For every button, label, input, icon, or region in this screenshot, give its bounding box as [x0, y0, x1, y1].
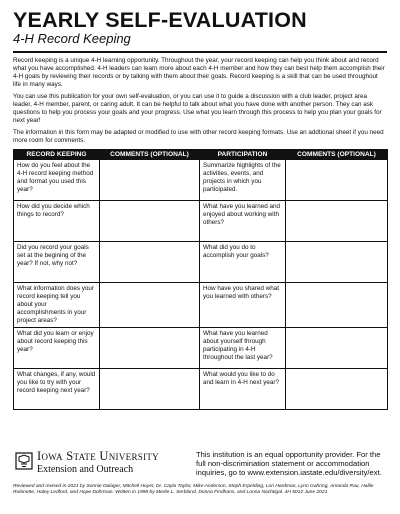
- table-row: [14, 160, 388, 201]
- header-comments-2: COMMENTS (OPTIONAL): [286, 150, 388, 160]
- record-question: What information does your record keeping tell you about your accomplishments in your project areas?: [14, 283, 100, 328]
- intro-paragraph-3: The information in this form may be adapted or modified to use with other record keeping formats. Use an addtional sheet if you need more room for comments.: [13, 129, 384, 145]
- participation-question: How have you shared what you learned with others?: [200, 283, 286, 328]
- record-comment-field[interactable]: [100, 201, 200, 242]
- table-row: [14, 242, 388, 283]
- statement-text: This institution is an equal opportunity provider. For the full non-discrimination statement or accommodation inquiries, go to: [196, 450, 381, 477]
- page-subtitle: 4-H Record Keeping: [13, 31, 131, 46]
- participation-question: Summarize highlights of the activities, events, and projects in which you participated.: [200, 160, 286, 201]
- header-participation: PARTICIPATION: [200, 150, 286, 160]
- record-question: How did you decide which things to record?: [14, 201, 100, 242]
- participation-question: What have you learned about yourself through participating in 4-H throughout the last year?: [200, 328, 286, 369]
- participation-comment-field[interactable]: [286, 283, 388, 328]
- table-row: [14, 328, 388, 369]
- participation-comment-field[interactable]: [286, 328, 388, 369]
- table-row: [14, 201, 388, 242]
- record-question: What did you learn or enjoy about record keeping this year?: [14, 328, 100, 369]
- diversity-link[interactable]: www.extension.iastate.edu/diversity/ext: [247, 468, 380, 477]
- table-row: [14, 283, 388, 328]
- participation-question: What did you do to accomplish your goals?: [200, 242, 286, 283]
- participation-comment-field[interactable]: [286, 201, 388, 242]
- record-comment-field[interactable]: [100, 369, 200, 410]
- participation-question: What would you like to do and learn in 4-H next year?: [200, 369, 286, 410]
- isu-logo-icon: [15, 451, 33, 471]
- title-divider: [13, 51, 387, 53]
- extension-name: Extension and Outreach: [37, 464, 134, 475]
- footer: [13, 449, 387, 479]
- equal-opportunity-statement: [196, 450, 388, 477]
- participation-comment-field[interactable]: [286, 242, 388, 283]
- participation-comment-field[interactable]: [286, 369, 388, 410]
- record-question: Did you record your goals set at the begining of the year? If not, why not?: [14, 242, 100, 283]
- participation-question: What have you learned and enjoyed about working with others?: [200, 201, 286, 242]
- intro-paragraph-2: You can use this publication for your own self-evaluation, or you can use it to guide a discussion with a club leader, project area leader, 4-H member, parent, or caring adult. It can be helpful to talk about what you have done with another person. They can ask questions to help you process your goals and your progress. Use what you learn through this process to help you plan your goals for next year!: [13, 92, 382, 125]
- university-name: Iowa State University: [37, 449, 159, 463]
- statement-end: .: [379, 468, 382, 477]
- record-comment-field[interactable]: [100, 160, 200, 201]
- record-comment-field[interactable]: [100, 242, 200, 283]
- table-header-row: [14, 150, 388, 160]
- record-comment-field[interactable]: [100, 283, 200, 328]
- table-row: [14, 369, 388, 410]
- record-question: What changes, if any, would you like to try with your record keeping next year?: [14, 369, 100, 410]
- evaluation-table: [13, 149, 388, 410]
- intro-paragraph-1: Record keeping is a unique 4-H learning opportunity. Throughout the year, your record keeping can help you think about and record what you have accomplished. 4-H leaders can learn more about each 4-H member and how they can best help them accomplish their 4-H goals by reviewing their records or by talking with them about their goals. Record keeping is a skill that can be used throughout life in many ways.: [13, 56, 385, 88]
- participation-comment-field[interactable]: [286, 160, 388, 201]
- record-question: How do you feel about the 4-H record keeping method and format you used this year?: [14, 160, 100, 201]
- record-comment-field[interactable]: [100, 328, 200, 369]
- header-comments-1: COMMENTS (OPTIONAL): [100, 150, 200, 160]
- header-record-keeping: RECORD KEEPING: [14, 150, 100, 160]
- credits-text: Reviewed and revised in 2021 by Sonnie Dalager, Mitchell Hoyer, Dr. Cayla Taylor, Mike Anderson, Steph Erpelding, Lori Hardman, Lynn Gahring, Amanda Rau, Hallie Robinette, Haley Ledford, and Hope Dohrman. Written in 1998 by Merlie L. Serbland, Donna Findhans, and Lonna Nachtigal. 4H 5012 June 2021: [13, 484, 374, 496]
- page-title: YEARLY SELF-EVALUATION: [13, 8, 307, 32]
